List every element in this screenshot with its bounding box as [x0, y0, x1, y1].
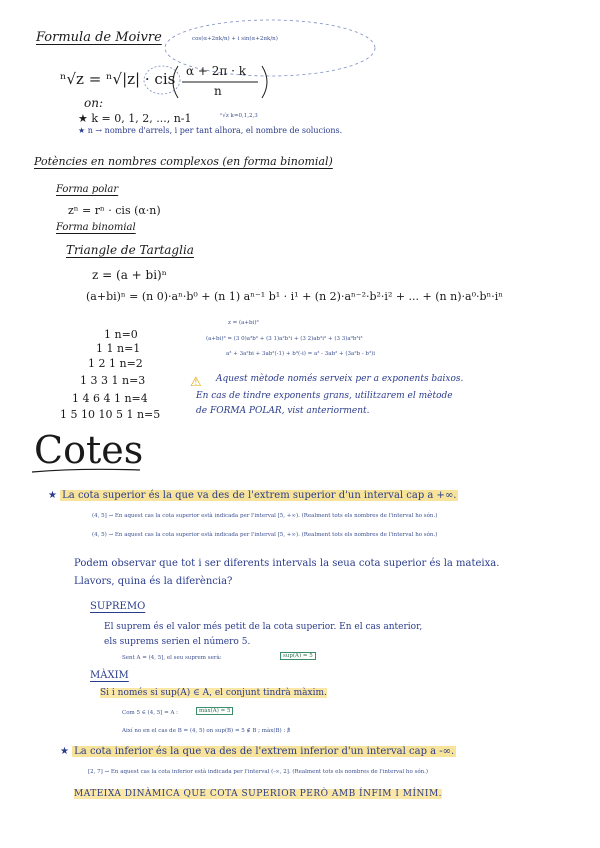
cotes-title: Cotes — [34, 428, 144, 472]
cota-sup-text: ★ La cota superior és la que va des de l'extrem superior d'un interval cap a +∞. — [48, 490, 457, 501]
example-line-1: z = (a+bi)³ — [228, 320, 259, 326]
binomial-expansion: (a+bi)ⁿ = (n 0)·aⁿ·b⁰ + (n 1) aⁿ⁻¹ b¹ · i¹ + (n 2)·aⁿ⁻²·b²·i² + ... + (n n)·a⁰·bⁿ·iⁿ — [86, 290, 504, 303]
maxim-box: màx(A) = 5 — [196, 707, 233, 715]
supremo-text-1: El suprem és el valor més petit de la cota superior. En el cas anterior, — [104, 622, 423, 632]
moivre-side-note: cos(α+2πk/n) + i sin(α+2πk/n) — [192, 36, 278, 42]
powers-title: Potències en nombres complexos (en forma binomial) — [34, 155, 333, 168]
cota-inf-text: ★ La cota inferior és la que va des de l'extrem inferior d'un interval cap a -∞. — [60, 746, 455, 757]
binomial-title: Forma binomial — [56, 222, 136, 233]
moivre-k-side: ⁿ√z k=0,1,2,3 — [220, 113, 258, 119]
polar-title: Forma polar — [56, 184, 119, 195]
triangle-row-0: 1 n=0 — [104, 328, 138, 341]
moivre-title: Formula de Moivre — [36, 30, 162, 45]
supremo-box: sup(A) = 5 — [280, 652, 316, 660]
moivre-frac-den: n — [214, 84, 222, 98]
warning-text-1: Aquest mètode només serveix per a exponents baixos. — [216, 374, 464, 384]
polar-formula: zⁿ = rⁿ · cis (α·n) — [68, 204, 161, 217]
triangle-row-1: 1 1 n=1 — [96, 342, 141, 355]
warning-icon: ⚠ — [190, 375, 202, 390]
tartaglia-title: Triangle de Tartaglia — [66, 243, 194, 257]
moivre-formula-lhs: ⁿ√z = ⁿ√|z| · cis — [60, 70, 176, 88]
cota-sup-example-2: (4, 5) → En aquest cas la cota superior està indicada per l'interval [5, +∞). (Realment tots els nombres de l'interval ho són.) — [92, 532, 438, 538]
moivre-n-line: ★ n → nombre d'arrels, i per tant alhora, el nombre de solucions. — [78, 126, 343, 135]
observation-text: Podem observar que tot i ser diferents intervals la seua cota superior és la mateixa. — [74, 558, 500, 569]
moivre-on: on: — [84, 96, 103, 110]
maxim-title: MÀXIM — [90, 670, 129, 681]
supremo-example: Sent A = (4, 5], el seu suprem serà: — [122, 655, 222, 661]
example-line-3: a³ + 3a²bi + 3ab²(-1) + b³(-i) = a³ - 3ab² + (3a²b - b³)i — [226, 351, 376, 357]
question-text: Llavors, quina és la diferència? — [74, 576, 233, 587]
example-line-2: (a+bi)³ = (3 0)a³b⁰ + (3 1)a²b¹i + (3 2)ab²i² + (3 3)a⁰b³i³ — [206, 336, 363, 342]
moivre-frac-num: α + 2π · k — [186, 64, 247, 78]
triangle-row-5: 1 5 10 10 5 1 n=5 — [60, 408, 161, 421]
triangle-row-3: 1 3 3 1 n=3 — [80, 374, 146, 387]
supremo-title: SUPREMO — [90, 601, 146, 612]
z-def: z = (a + bi)ⁿ — [92, 268, 167, 282]
cota-inf-example: [2, 7] → En aquest cas la cota inferior està indicada per l'interval (-∞, 2]. (Realment tots els nombres de l'interval ho són.) — [88, 769, 429, 775]
final-note: MATEIXA DINÀMICA QUE COTA SUPERIOR PERÒ AMB ÍNFIM I MÍNIM. — [74, 789, 443, 799]
maxim-example-2: Així no en el cas de B = (4, 5) on sup(B) = 5 ∉ B ; màx(B) : ∄ — [122, 728, 291, 734]
supremo-text-2: els suprems serien el número 5. — [104, 637, 251, 647]
warning-text-3: de FORMA POLAR, vist anteriorment. — [196, 406, 370, 416]
triangle-row-4: 1 4 6 4 1 n=4 — [72, 392, 148, 405]
maxim-example: Com 5 ∈ (4, 5] = A : — [122, 710, 179, 716]
cota-sup-example-1: (4, 5] → En aquest cas la cota superior està indicada per l'interval [5, +∞). (Realment tots els nombres de l'interval ho són.) — [92, 513, 438, 519]
maxim-text: Si i només si sup(A) ∈ A, el conjunt tindrà màxim. — [100, 688, 327, 698]
triangle-row-2: 1 2 1 n=2 — [88, 357, 143, 370]
warning-text-2: En cas de tindre exponents grans, utilitzarem el mètode — [196, 391, 453, 401]
moivre-k-line: ★ k = 0, 1, 2, ..., n-1 — [78, 112, 192, 125]
